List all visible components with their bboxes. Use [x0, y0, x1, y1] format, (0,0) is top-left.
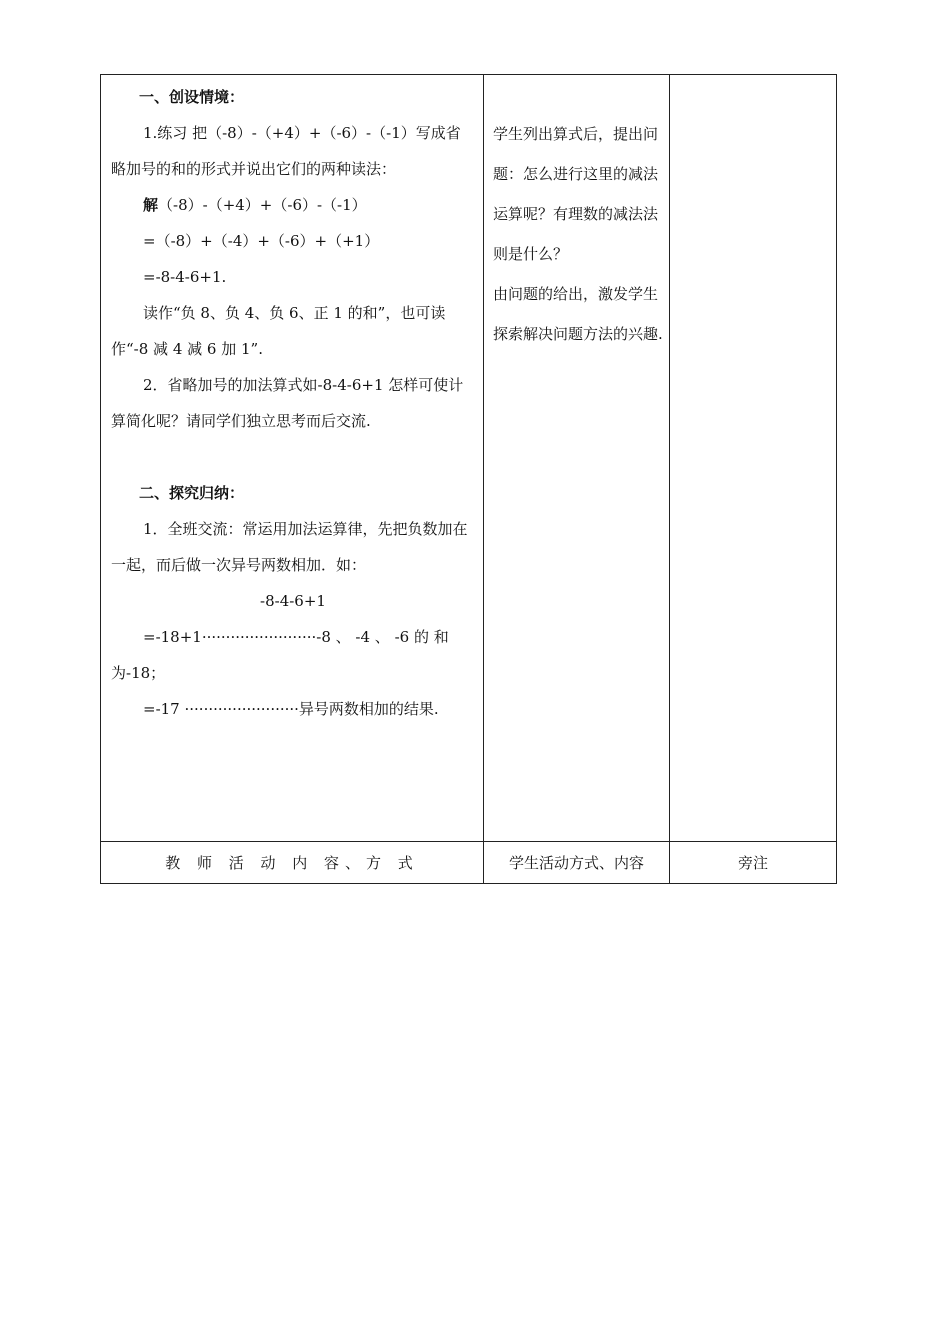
reading-paragraph: 读作“负 8、负 4、负 6、正 1 的和”，也可读作“-8 减 4 减 6 加 1”. — [111, 304, 446, 358]
footer-student-label: 学生活动方式、内容 — [484, 842, 670, 884]
question-paragraph: 2．省略加号的加法算式如-8-4-6+1 怎样可使计算简化呢？请同学们独立思考而后交流. — [111, 376, 464, 430]
content-row — [101, 75, 837, 842]
solution-line-1 — [111, 187, 475, 223]
section-title-2: 二、探究归纳： — [139, 484, 245, 502]
footer-teacher-label: 教 师 活 动 内 容、方 式 — [101, 842, 484, 884]
example-step-2: =-17 ························异号两数相加的结果. — [143, 700, 439, 718]
example-expression: -8-4-6+1 — [260, 592, 326, 610]
exercise-paragraph: 1.练习 把（-8）-（+4）+（-6）-（-1）写成省略加号的和的形式并说出它们的两种读法： — [111, 124, 461, 178]
footer-notes-label: 旁注 — [670, 842, 837, 884]
class-discussion-paragraph: 1．全班交流：常运用加法运算律，先把负数加在一起，而后做一次异号两数相加．如： — [111, 520, 468, 574]
notes-cell — [670, 75, 837, 842]
student-activity-cell — [484, 75, 670, 842]
solution-label: 解 — [143, 196, 159, 214]
solution-line-3: =-8-4-6+1. — [143, 268, 227, 286]
section-title-1: 一、创设情境： — [139, 88, 245, 106]
footer-row — [101, 842, 837, 884]
solution-expression: （-8）-（+4）+（-6）-（-1） — [158, 196, 367, 214]
lesson-plan-table — [100, 74, 837, 884]
teacher-activity-cell — [101, 75, 484, 842]
student-paragraph-2: 由问题的给出，激发学生探索解决问题方法的兴趣. — [493, 285, 663, 343]
example-step-1: =-18+1························-8 、 -4 、 -6 的 和为-18； — [111, 628, 449, 682]
solution-line-2: =（-8）+（-4）+（-6）+（+1） — [143, 232, 380, 250]
student-paragraph-1: 学生列出算式后，提出问题：怎么进行这里的减法运算呢？有理数的减法法则是什么？ — [493, 125, 659, 263]
